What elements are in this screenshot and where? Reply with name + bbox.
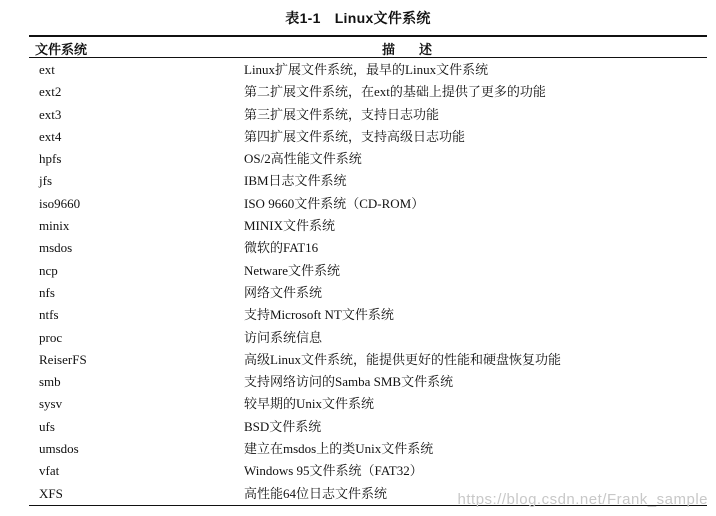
filesystem-description: ISO 9660文件系统（CD-ROM） <box>244 195 425 211</box>
filesystem-description: 支持Microsoft NT文件系统 <box>244 307 394 323</box>
table-row <box>29 237 707 259</box>
filesystem-name: XFS <box>39 485 63 501</box>
filesystem-name: umsdos <box>39 441 79 457</box>
filesystem-description: 较早期的Unix文件系统 <box>244 396 375 412</box>
table-row <box>29 416 707 438</box>
table-body <box>29 59 707 505</box>
filesystem-name: proc <box>39 329 63 345</box>
table-row <box>29 327 707 349</box>
table-row <box>29 260 707 282</box>
table-row <box>29 438 707 460</box>
filesystem-name: ncp <box>39 262 58 278</box>
filesystem-name: iso9660 <box>39 195 81 211</box>
filesystem-description: 网络文件系统 <box>244 284 323 300</box>
filesystem-description: MINIX文件系统 <box>244 218 335 234</box>
table-row <box>29 371 707 393</box>
filesystem-name: minix <box>39 218 70 234</box>
filesystem-description: 高性能64位日志文件系统 <box>244 485 388 501</box>
header-filesystem: 文件系统 <box>35 42 88 57</box>
filesystem-name: ntfs <box>39 307 59 323</box>
table-number: 表1-1 <box>285 10 321 26</box>
table-row <box>29 282 707 304</box>
table-row <box>29 193 707 215</box>
table-row <box>29 59 707 81</box>
filesystem-description: IBM日志文件系统 <box>244 173 347 189</box>
filesystem-name: ext2 <box>39 84 62 100</box>
filesystem-name: nfs <box>39 284 55 300</box>
header-description: 描述 <box>382 42 457 57</box>
filesystem-name: vfat <box>39 463 60 479</box>
table-row <box>29 81 707 103</box>
watermark: https://blog.csdn.net/Frank_sample <box>457 491 708 508</box>
filesystem-description: OS/2高性能文件系统 <box>244 151 362 167</box>
filesystem-name: jfs <box>39 173 52 189</box>
filesystem-description: 微软的FAT16 <box>244 240 319 256</box>
filesystem-name: msdos <box>39 240 73 256</box>
table-row <box>29 215 707 237</box>
table-row <box>29 170 707 192</box>
table-row <box>29 148 707 170</box>
filesystem-name: hpfs <box>39 151 62 167</box>
filesystem-name: ext <box>39 62 55 77</box>
filesystem-description: 访问系统信息 <box>244 329 323 345</box>
table-row <box>29 304 707 326</box>
filesystem-name: ReiserFS <box>39 351 87 367</box>
filesystem-description: Netware文件系统 <box>244 262 341 278</box>
table-header-rule <box>29 57 707 58</box>
table-row <box>29 460 707 482</box>
filesystem-description: 建立在msdos上的类Unix文件系统 <box>244 441 434 457</box>
table-row <box>29 126 707 148</box>
table-header-row <box>29 37 707 57</box>
filesystem-description: Linux扩展文件系统，最早的Linux文件系统 <box>244 62 489 77</box>
filesystem-name: ext3 <box>39 106 62 122</box>
filesystem-description: 第四扩展文件系统，支持高级日志功能 <box>244 128 466 144</box>
filesystem-name: ufs <box>39 418 55 434</box>
filesystem-description: 第三扩展文件系统，支持日志功能 <box>244 106 440 122</box>
filesystem-description: Windows 95文件系统（FAT32） <box>244 463 423 479</box>
table-row <box>29 393 707 415</box>
filesystem-name: sysv <box>39 396 63 412</box>
filesystem-name: smb <box>39 374 61 390</box>
filesystem-description: 第二扩展文件系统，在ext的基础上提供了更多的功能 <box>244 84 546 100</box>
table-title: Linux文件系统 <box>334 10 431 26</box>
filesystem-description: 支持网络访问的Samba SMB文件系统 <box>244 374 454 390</box>
table-caption <box>0 8 716 28</box>
filesystem-description: 高级Linux文件系统，能提供更好的性能和硬盘恢复功能 <box>244 351 562 367</box>
table-row <box>29 104 707 126</box>
filesystem-name: ext4 <box>39 128 62 144</box>
filesystem-description: BSD文件系统 <box>244 418 322 434</box>
table-row <box>29 349 707 371</box>
